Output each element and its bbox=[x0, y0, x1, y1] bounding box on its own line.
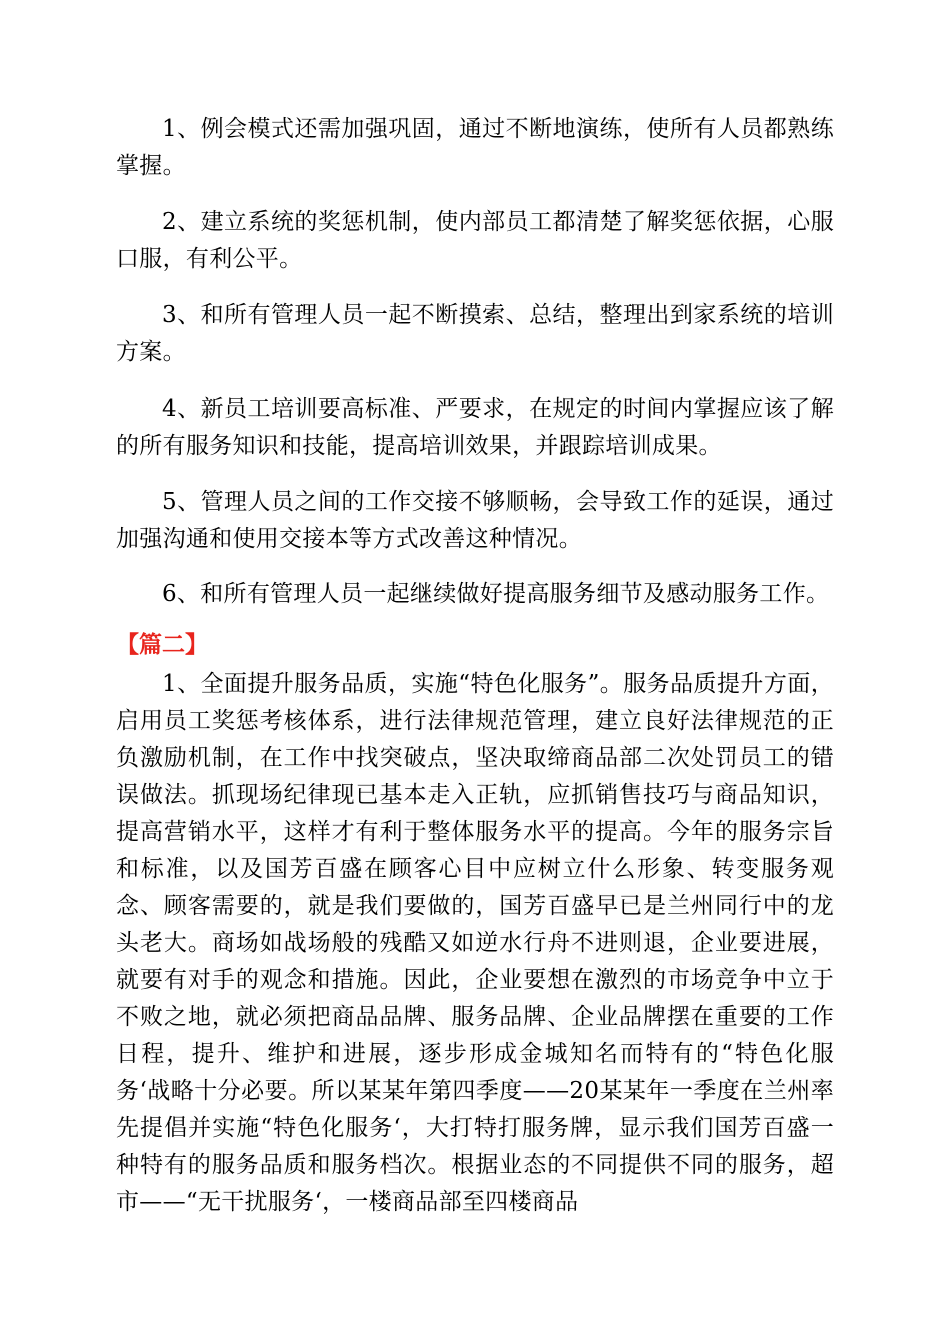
list-item-5: 5、管理人员之间的工作交接不够顺畅，会导致工作的延误，通过加强沟通和使用交接本等方式改善这种情况。 bbox=[116, 489, 834, 552]
section-paragraph: 1、全面提升服务品质，实施“特色化服务”。服务品质提升方面，启用员工奖惩考核体系，进行法律规范管理，建立良好法律规范的正负激励机制，在工作中找突破点，坚决取缔商品部二次处罚员工的错误做法。抓现场纪律现已基本走入正轨，应抓销售技巧与商品知识，提高营销水平，这样才有利于整体服务水平的提高。今年的服务宗旨和标准，以及国芳百盛在顾客心目中应树立什么形象、转变服务观念、顾客需要的，就是我们要做的，国芳百盛早已是兰州同行中的龙头老大。商场如战场般的残酷又如逆水行舟不进则退，企业要进展，就要有对手的观念和措施。因此，企业要想在激烈的市场竞争中立于不败之地，就必须把商品品牌、服务品牌、企业品牌摆在重要的工作日程，提升、维护和进展，逐步形成金城知名而特有的“特色化服务‘战略十分必要。所以某某年第四季度——20某某年一季度在兰州率先提倡并实施“特色化服务‘，大打特打服务牌，显示我们国芳百盛一种特有的服务品质和服务档次。根据业态的不同提供不同的服务，超市——“无干扰服务‘，一楼商品部至四楼商品 bbox=[116, 671, 834, 1215]
list-item-4: 4、新员工培训要高标准、严要求，在规定的时间内掌握应该了解的所有服务知识和技能，提高培训效果，并跟踪培训成果。 bbox=[116, 396, 834, 459]
list-item-2: 2、建立系统的奖惩机制，使内部员工都清楚了解奖惩依据，心服口服，有利公平。 bbox=[116, 209, 834, 272]
list-item-1: 1、例会模式还需加强巩固，通过不断地演练，使所有人员都熟练掌握。 bbox=[116, 116, 834, 179]
list-item-6: 6、和所有管理人员一起继续做好提高服务细节及感动服务工作。 bbox=[162, 581, 830, 607]
document-page bbox=[116, 0, 834, 1344]
section-heading: 【篇二】 bbox=[116, 632, 208, 658]
list-item-3: 3、和所有管理人员一起不断摸索、总结，整理出到家系统的培训方案。 bbox=[116, 302, 834, 365]
